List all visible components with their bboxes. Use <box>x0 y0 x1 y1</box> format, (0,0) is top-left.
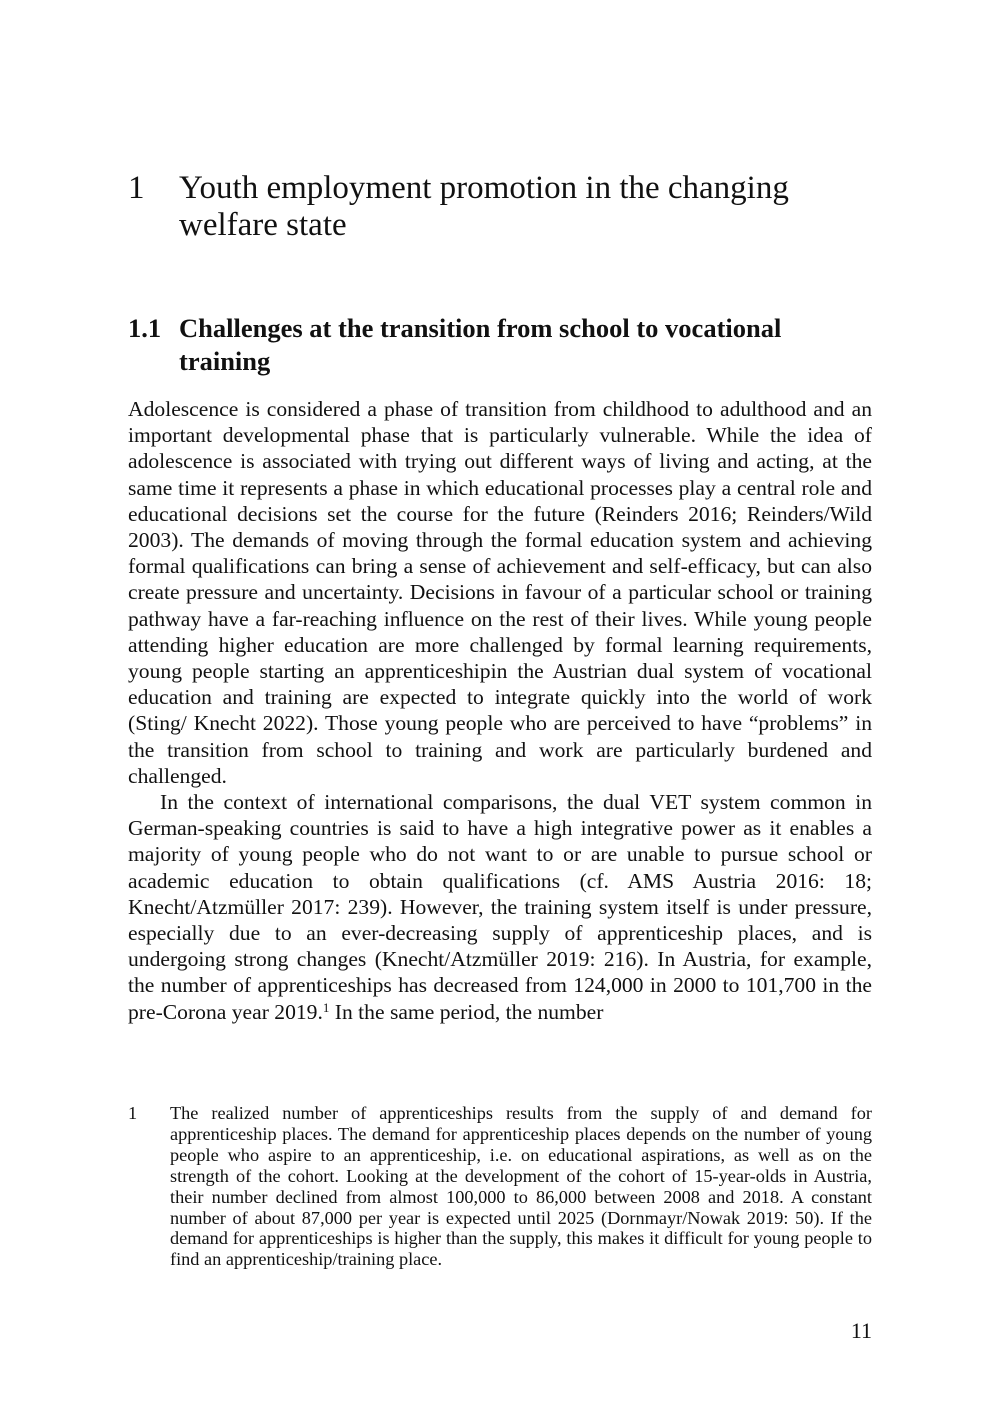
paragraph-1: Adolescence is considered a phase of transition from childhood to adulthood and an important developmental phase that is particularly vulnerable. While the idea of adolescence is associated with trying out different ways of living and acting, at the same time it represents a phase in which educational processes play a central role and educational decisions set the course for the future (Reinders 2016; Reinders/Wild 2003). The demands of moving through the formal education system and achieving formal qualifications can bring a sense of achievement and self-efficacy, but can also create pressure and uncertainty. Decisions in favour of a particular school or training pathway have a far-reaching influence on the rest of their lives. While young people attending higher education are more challenged by formal learning requirements, young people starting an apprenticeshipin the Austrian dual system of vocational education and training are expected to integrate quickly into the world of work (Sting/ Knecht 2022). Those young people who are perceived to have “problems” in the transition from school to training and work are particularly burdened and challenged. <box>128 397 872 788</box>
footnote-text: The realized number of apprenticeships results from the supply of and demand for apprenticeship places. The demand for apprenticeship places depends on the number of young people who aspire to an apprenticeship, i.e. on educational aspirations, as well as on the strength of the cohort. Looking at the development of the cohort of 15-year-olds in Austria, their number declined from almost 100,000 to 86,000 between 2008 and 2018. A constant number of about 87,000 per year is expected until 2025 (Dornmayr/Nowak 2019: 50). If the demand for apprenticeships is higher than the supply, this makes it difficult for young people to find an apprenticeship/training place. <box>170 1103 872 1270</box>
body-text <box>128 396 872 1025</box>
section-title: Challenges at the transition from school to vocational training <box>179 312 782 376</box>
footnote <box>128 1103 872 1270</box>
footnote-number: 1 <box>128 1103 138 1123</box>
paragraph-2-text-before-note: In the context of international comparisons, the dual VET system common in German-speaking countries is said to have a high integrative power as it enables a majority of young people who do not want to or are unable to pursue school or academic education to obtain qualifications (cf. AMS Austria 2016: 18; Knecht/Atzmüller 2017: 239). However, the training system itself is under pressure, especially due to an ever-decreasing supply of apprenticeship places, and is undergoing strong changes (Knecht/Atzmüller 2019: 216). In Austria, for example, the number of apprenticeships has decreased from 124,000 in 2000 to 101,700 in the pre-Corona year 2019. <box>128 790 872 1024</box>
chapter-title: Youth employment promotion in the changing welfare state <box>179 170 789 244</box>
chapter-heading <box>128 170 873 244</box>
section-number: 1.1 <box>128 312 162 343</box>
chapter-number: 1 <box>128 170 145 207</box>
footnote-reference[interactable]: 1 <box>322 999 330 1015</box>
section-heading <box>128 312 873 378</box>
paragraph-2-text-after-note: In the same period, the number <box>329 999 604 1024</box>
paragraph-2 <box>128 789 872 1025</box>
page-number: 11 <box>850 1318 872 1343</box>
